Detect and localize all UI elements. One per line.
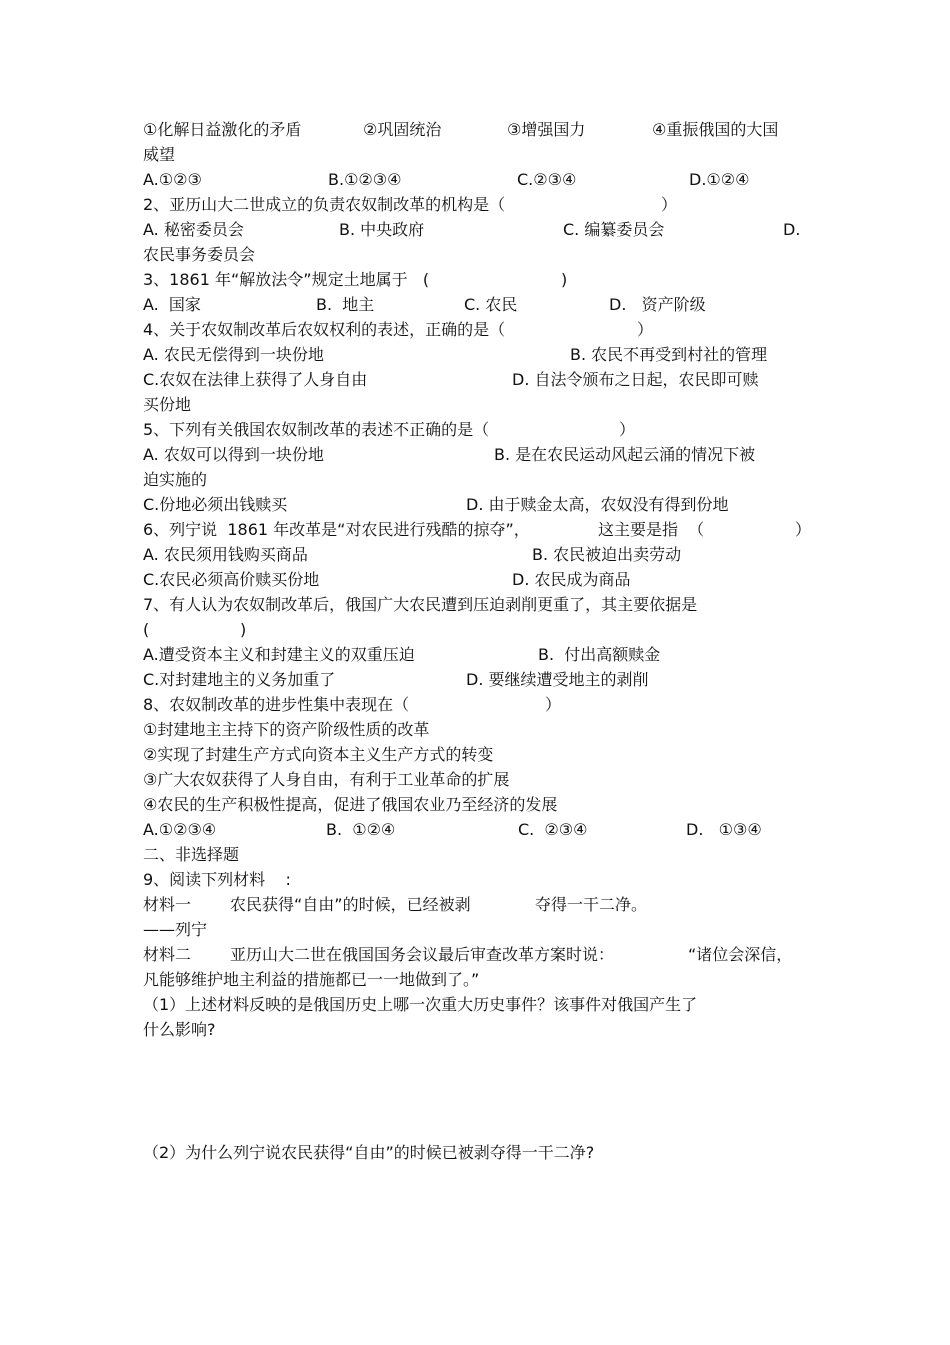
q7-option-c: C.对封建地主的义务加重了 [143, 670, 336, 689]
q9-material-2 [143, 945, 843, 965]
q8-option-a: A.①②③④ [143, 820, 217, 839]
q7-options-cd [143, 670, 843, 690]
q1-item-4: ④重振俄国的大国 [652, 120, 779, 139]
q1-item-2: ②巩固统治 [363, 120, 442, 139]
q3-option-a: A. 国家 [143, 295, 201, 314]
q8-close: ） [545, 695, 562, 714]
q7-close: ) [240, 620, 247, 639]
q9-stem: 9、阅读下列材料 : [143, 870, 291, 889]
q8-option-d: D. ①③④ [686, 820, 762, 839]
q9-sub-2: （2）为什么列宁说农民获得“自由”的时候已被剥夺得一干二净? [143, 1143, 595, 1162]
q5-options-cd [143, 495, 843, 515]
q1-option-c: C.②③④ [517, 170, 577, 189]
q9-sub-1-cont: 什么影响? [143, 1020, 216, 1039]
q1-items-row [143, 120, 843, 140]
q7-options-ab [143, 645, 843, 665]
q9-material-2-text-b: “诸位会深信， [688, 945, 793, 964]
q3-options [143, 295, 843, 315]
q9-material-1-text-a: 农民获得“自由”的时候，已经被剥 [230, 895, 471, 914]
q4-wrap: 买份地 [143, 395, 192, 414]
section-heading: 二、非选择题 [143, 845, 240, 864]
q1-item-1: ①化解日益激化的矛盾 [143, 120, 302, 139]
q9-material-2-label: 材料二 [143, 945, 192, 964]
q6-close: ） [795, 520, 812, 539]
q9-sub-1: （1）上述材料反映的是俄国历史上哪一次重大历史事件？该事件对俄国产生了 [143, 995, 698, 1014]
q6-options-cd [143, 570, 843, 590]
q8-item-4: ④农民的生产积极性提高，促进了俄国农业乃至经济的发展 [143, 795, 558, 814]
q5-option-c: C.份地必须出钱赎买 [143, 495, 288, 514]
q8-stem [143, 695, 843, 715]
q5-option-b: B. 是在农民运动风起云涌的情况下被 [494, 445, 756, 464]
q1-wrap: 威望 [143, 145, 176, 164]
q1-options [143, 170, 843, 190]
q2-close: ） [661, 195, 678, 214]
q2-options [143, 220, 813, 240]
q9-material-1-text-b: 夺得一干二净。 [535, 895, 648, 914]
q1-option-b: B.①②③④ [328, 170, 402, 189]
q7-answer-parens [143, 620, 343, 640]
q6-option-c: C.农民必须高价赎买份地 [143, 570, 320, 589]
q2-option-b: B. 中央政府 [339, 220, 425, 239]
q1-option-d: D.①②④ [689, 170, 750, 189]
q5-option-d: D. 由于赎金太高，农奴没有得到份地 [466, 495, 729, 514]
q8-item-3: ③广大农奴获得了人身自由，有利于工业革命的扩展 [143, 770, 510, 789]
q6-option-d: D. 农民成为商品 [512, 570, 631, 589]
q4-option-c: C.农奴在法律上获得了人身自由 [143, 370, 368, 389]
q9-material-2-cont: 凡能够维护地主利益的措施都已一一地做到了。” [143, 970, 480, 989]
q7-stem: 7、有人认为农奴制改革后，俄国广大农民遭到压迫剥削更重了，其主要依据是 [143, 595, 698, 614]
q2-option-c: C. 编纂委员会 [563, 220, 665, 239]
q2-wrap: 农民事务委员会 [143, 245, 256, 264]
q2-option-a: A. 秘密委员会 [143, 220, 244, 239]
q8-option-b: B. ①②④ [326, 820, 396, 839]
q3-stem-text: 3、1861 年“解放法令”规定土地属于 ( [143, 270, 430, 289]
q4-options-ab [143, 345, 843, 365]
q5-option-a: A. 农奴可以得到一块份地 [143, 445, 324, 464]
q6-option-a: A. 农民须用钱购买商品 [143, 545, 308, 564]
q9-material-2-text-a: 亚历山大二世在俄国国务会议最后审查改革方案时说： [230, 945, 615, 964]
q5-stem [143, 420, 843, 440]
q6-stem-part-a: 6、列宁说 1861 年改革是“对农民进行残酷的掠夺”， [143, 520, 530, 539]
q3-stem [143, 270, 843, 290]
q7-option-a: A.遭受资本主义和封建主义的双重压迫 [143, 645, 415, 664]
q5-stem-text: 5、下列有关俄国农奴制改革的表述不正确的是（ [143, 420, 490, 439]
q3-option-d: D. 资产阶级 [609, 295, 706, 314]
q3-option-c: C. 农民 [464, 295, 518, 314]
q7-open: ( [143, 620, 150, 639]
q1-option-a: A.①②③ [143, 170, 202, 189]
q6-stem [143, 520, 833, 540]
q2-option-d: D. [783, 220, 801, 239]
q4-stem [143, 320, 843, 340]
q4-option-b: B. 农民不再受到村社的管理 [570, 345, 768, 364]
q2-stem [143, 195, 843, 215]
q7-option-b: B. 付出高额赎金 [538, 645, 661, 664]
q1-item-3: ③增强国力 [507, 120, 586, 139]
q9-material-1 [143, 895, 843, 915]
q6-stem-part-b: 这主要是指 （ [598, 520, 705, 539]
q6-options-ab [143, 545, 843, 565]
q5-options-ab [143, 445, 843, 465]
q4-option-a: A. 农民无偿得到一块份地 [143, 345, 324, 364]
q8-stem-text: 8、农奴制改革的进步性集中表现在（ [143, 695, 410, 714]
q5-close: ） [619, 420, 636, 439]
q8-option-c: C. ②③④ [518, 820, 588, 839]
q4-stem-text: 4、关于农奴制改革后农奴权利的表述，正确的是（ [143, 320, 506, 339]
q8-options [143, 820, 843, 840]
q4-option-d: D. 自法令颁布之日起，农民即可赎 [512, 370, 759, 389]
q6-option-b: B. 农民被迫出卖劳动 [532, 545, 682, 564]
q9-material-1-label: 材料一 [143, 895, 192, 914]
q2-stem-text: 2、亚历山大二世成立的负责农奴制改革的机构是（ [143, 195, 506, 214]
q9-material-1-source: ——列宁 [143, 920, 208, 939]
q4-close: ） [637, 320, 654, 339]
q3-close: ) [561, 270, 568, 289]
q7-option-d: D. 要继续遭受地主的剥削 [466, 670, 649, 689]
q4-options-cd [143, 370, 843, 390]
q5-wrap: 迫实施的 [143, 470, 208, 489]
q3-option-b: B. 地主 [316, 295, 375, 314]
q8-item-1: ①封建地主主持下的资产阶级性质的改革 [143, 720, 430, 739]
q8-item-2: ②实现了封建生产方式向资本主义生产方式的转变 [143, 745, 494, 764]
